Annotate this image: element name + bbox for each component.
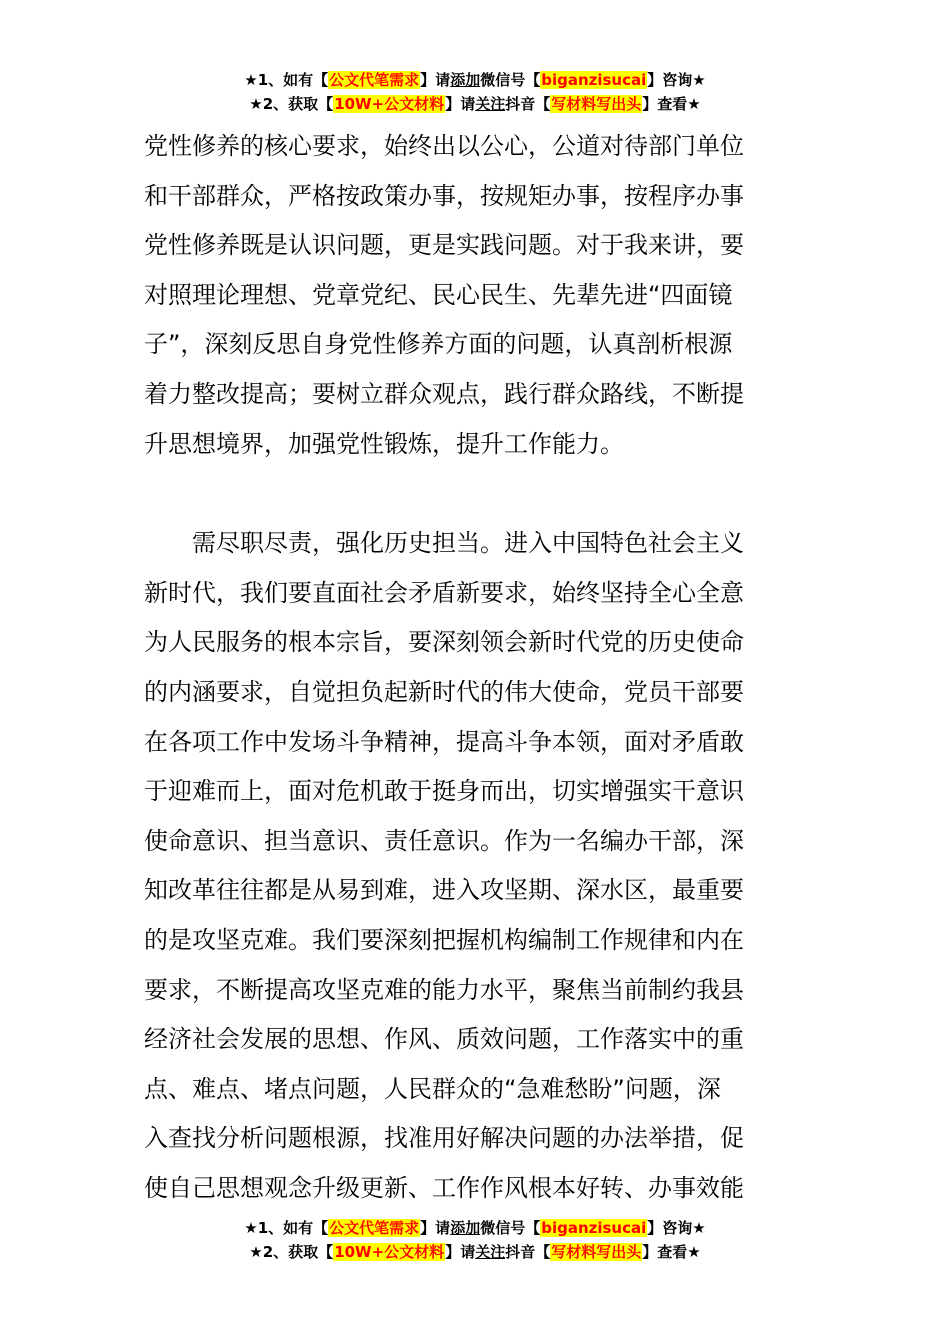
banner-text: ★1、如有【 (244, 1219, 329, 1237)
text-line: 使命意识、担当意识、责任意识。作为一名编办干部，深 (144, 826, 744, 855)
banner-highlight: 10W+公文材料 (334, 1243, 445, 1261)
text-line: 要求，不断提高攻坚克难的能力水平，聚焦当前制约我县 (144, 975, 744, 1004)
banner-highlight: 公文代笔需求 (329, 1219, 420, 1237)
banner-line-2 (0, 1240, 950, 1264)
text-line: 升思想境界，加强党性锻炼，提升工作能力。 (144, 429, 624, 458)
banner-text: ★2、获取【 (249, 95, 334, 113)
banner-text: 抖音【 (505, 1243, 551, 1261)
text-line: 的是攻坚克难。我们要深刻把握机构编制工作规律和内在 (144, 925, 744, 954)
banner-text: 】查看★ (642, 95, 701, 113)
banner-line-1 (0, 68, 950, 92)
text-line: 子”，深刻反思自身党性修养方面的问题，认真剖析根源 (144, 330, 733, 359)
banner-highlight: biganzisucai (541, 71, 647, 89)
banner-highlight: 写材料写出头 (551, 95, 642, 113)
text-line: 经济社会发展的思想、作风、质效问题，工作落实中的重 (144, 1025, 744, 1054)
banner-line-1 (0, 1216, 950, 1240)
banner-text: 】咨询★ (647, 1219, 706, 1237)
text-line: 着力整改提高；要树立群众观点，践行群众路线，不断提 (144, 379, 744, 408)
banner-text: 】查看★ (642, 1243, 701, 1261)
text-line: 党性修养的核心要求，始终出以公心，公道对待部门单位 (144, 132, 744, 160)
text-line: 点、难点、堵点问题，人民群众的“急难愁盼”问题，深 (144, 1074, 721, 1103)
banner-highlight: 公文代笔需求 (329, 71, 420, 89)
banner-underline: 关注 (475, 95, 506, 113)
text-line: 知改革往往都是从易到难，进入攻坚期、深水区，最重要 (144, 876, 744, 905)
banner-text: 抖音【 (505, 95, 551, 113)
text-line: 的内涵要求，自觉担负起新时代的伟大使命，党员干部要 (144, 677, 744, 706)
banner-line-2 (0, 92, 950, 116)
document-body (144, 122, 808, 1213)
paragraph-1 (144, 122, 808, 469)
paragraph-gap (144, 469, 808, 519)
banner-text: 】请 (420, 1219, 451, 1237)
text-line: 党性修养既是认识问题，更是实践问题。对于我来讲，要 (144, 231, 744, 260)
bottom-banner (0, 1216, 950, 1264)
text-line: 需尽职尽责，强化历史担当。进入中国特色社会主义 (192, 529, 744, 558)
text-line: 对照理论理想、党章党纪、民心民生、先辈先进“四面镜 (144, 280, 733, 309)
banner-highlight: 10W+公文材料 (334, 95, 445, 113)
banner-text: ★2、获取【 (249, 1243, 334, 1261)
text-line: 在各项工作中发场斗争精神，提高斗争本领，面对矛盾敢 (144, 727, 744, 756)
text-line: 为人民服务的根本宗旨，要深刻领会新时代党的历史使命 (144, 628, 744, 657)
banner-text: 微信号【 (480, 71, 541, 89)
banner-text: ★1、如有【 (244, 71, 329, 89)
text-line: 新时代，我们要直面社会矛盾新要求，始终坚持全心全意 (144, 578, 744, 607)
text-line: 于迎难而上，面对危机敢于挺身而出，切实增强实干意识 (144, 777, 744, 806)
banner-text: 】请 (445, 95, 476, 113)
banner-underline: 关注 (475, 1243, 506, 1261)
text-line: 使自己思想观念升级更新、工作作风根本好转、办事效能 (144, 1173, 744, 1202)
banner-underline: 添加 (450, 1219, 481, 1237)
top-banner (0, 68, 950, 116)
banner-highlight: biganzisucai (541, 1219, 647, 1237)
paragraph-2 (144, 519, 808, 1213)
banner-highlight: 写材料写出头 (551, 1243, 642, 1261)
banner-text: 】请 (445, 1243, 476, 1261)
text-line: 和干部群众，严格按政策办事，按规矩办事，按程序办事 (144, 181, 744, 210)
text-line: 入查找分析问题根源，找准用好解决问题的办法举措，促 (144, 1124, 744, 1153)
banner-underline: 添加 (450, 71, 481, 89)
banner-text: 】咨询★ (647, 71, 706, 89)
banner-text: 】请 (420, 71, 451, 89)
banner-text: 微信号【 (480, 1219, 541, 1237)
